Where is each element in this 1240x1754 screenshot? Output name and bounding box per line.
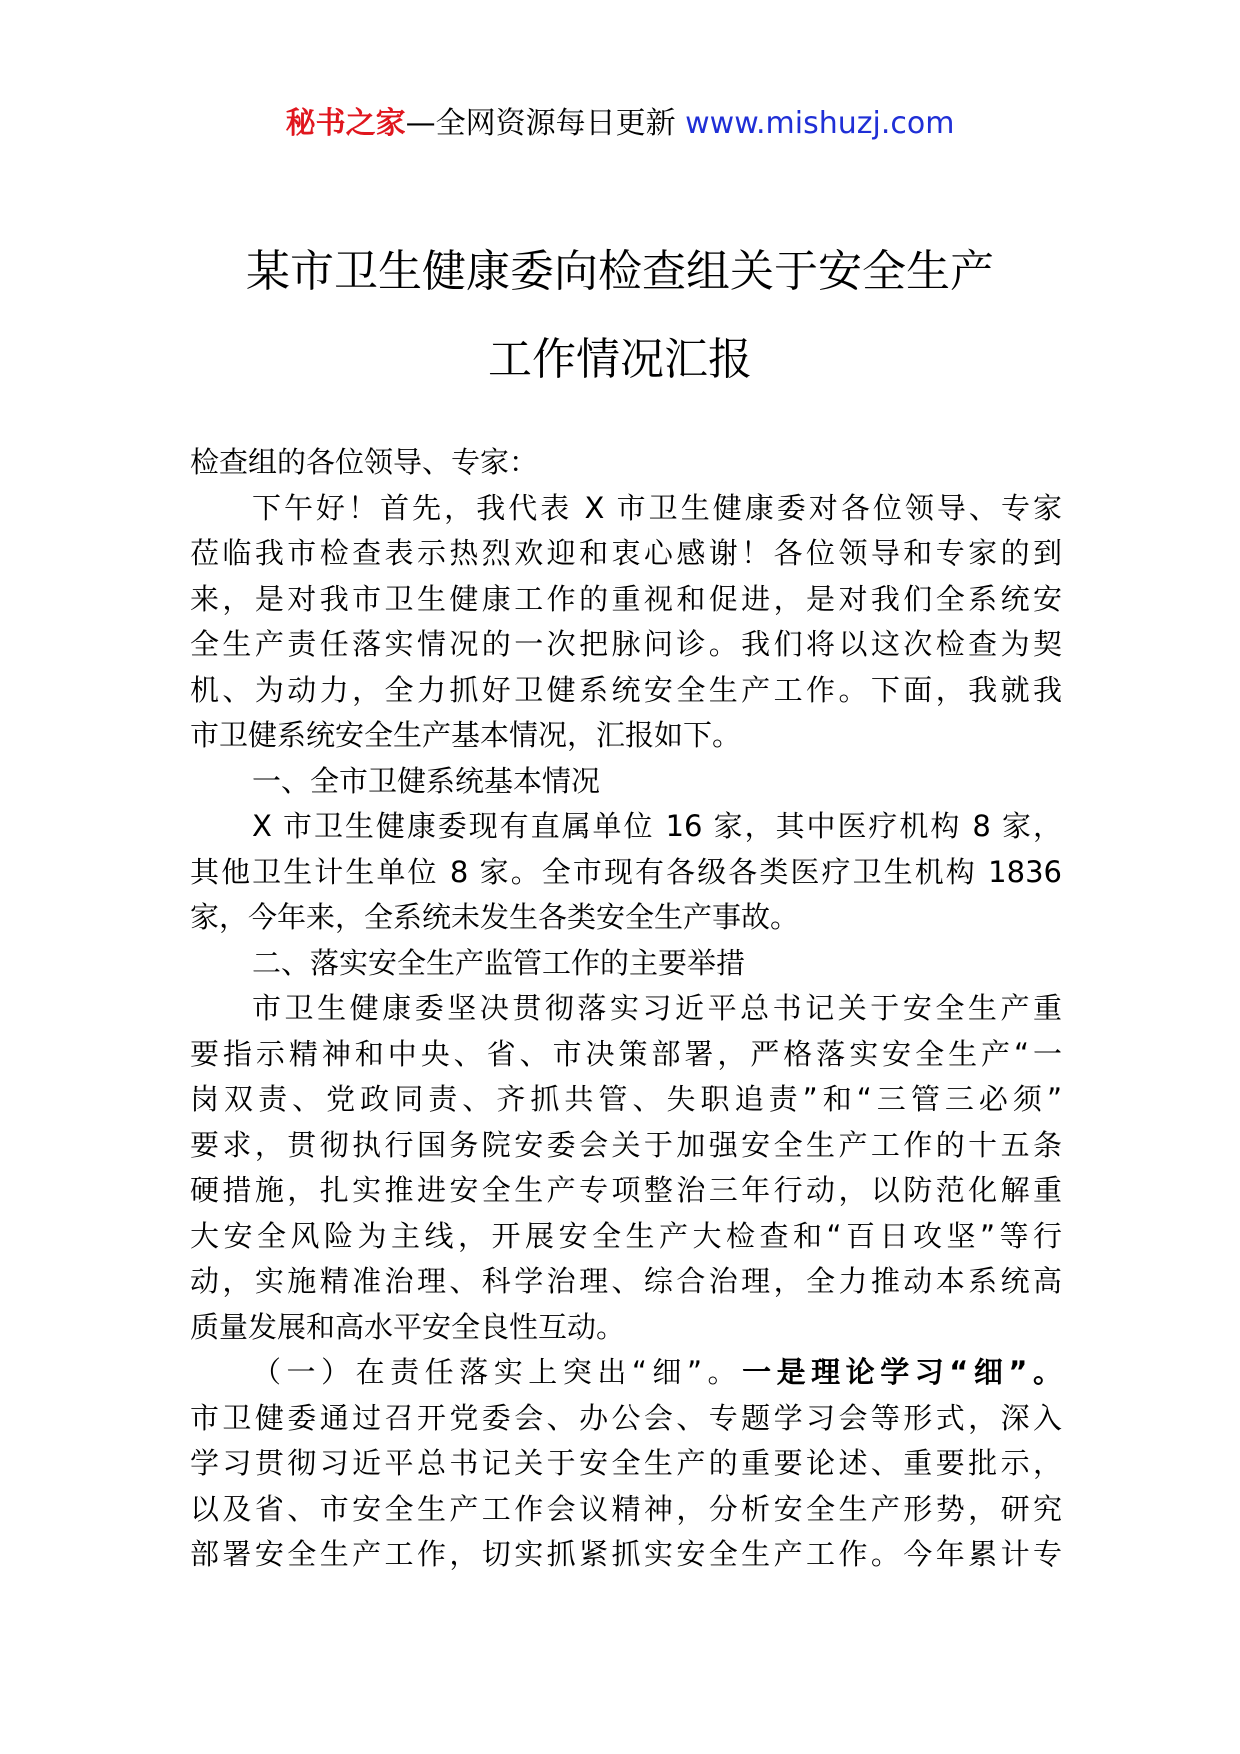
body-line: 要求，贯彻执行国务院安委会关于加强安全生产工作的十五条 <box>190 1127 1062 1162</box>
body-line: 大安全风险为主线，开展安全生产大检查和“百日攻坚”等行 <box>190 1218 1062 1253</box>
header-brand: 秘书之家 <box>285 106 406 141</box>
title-line-2: 工作情况汇报 <box>488 334 752 385</box>
body-line: 质量发展和高水平安全良性互动。 <box>190 1309 626 1344</box>
site-header <box>0 100 1240 148</box>
body-line: X 市卫生健康委现有直属单位 16 家，其中医疗机构 8 家， <box>252 809 1062 843</box>
body-line: 全生产责任落实情况的一次把脉问诊。我们将以这次检查为契 <box>190 627 1062 661</box>
body-line: 其他卫生计生单位 8 家。全市现有各级各类医疗卫生机构 1836 <box>190 854 1062 889</box>
body-line: 部署安全生产工作，切实抓紧抓实安全生产工作。今年累计专 <box>190 1537 1062 1571</box>
document-title <box>0 228 1240 404</box>
body-line: 动，实施精准治理、科学治理、综合治理，全力推动本系统高 <box>190 1264 1062 1298</box>
body-line: 岗双责、党政同责、齐抓共管、失职追责”和“三管三必须” <box>190 1082 1062 1116</box>
body-line: 家，今年来，全系统未发生各类安全生产事故。 <box>190 900 800 934</box>
salutation: 检查组的各位领导、专家： <box>190 445 539 479</box>
document-body <box>190 440 1062 1578</box>
body-line: 市卫健委通过召开党委会、办公会、专题学习会等形式，深入 <box>190 1400 1062 1435</box>
body-line: 学习贯彻习近平总书记关于安全生产的重要论述、重要批示， <box>190 1446 1062 1480</box>
body-line: 要指示精神和中央、省、市决策部署，严格落实安全生产“一 <box>190 1036 1062 1071</box>
section-heading-2: 二、落实安全生产监管工作的主要举措 <box>252 945 746 980</box>
body-line: 莅临我市检查表示热烈欢迎和衷心感谢！各位领导和专家的到 <box>190 536 1062 570</box>
title-line-1: 某市卫生健康委向检查组关于安全生产 <box>246 246 994 297</box>
body-line: 市卫生健康委坚决贯彻落实习近平总书记关于安全生产重 <box>252 991 1062 1025</box>
header-slogan: —全网资源每日更新 <box>405 106 676 141</box>
subsection-prefix: （一）在责任落实上突出“细”。 <box>252 1355 743 1389</box>
body-line: 以及省、市安全生产工作会议精神，分析安全生产形势，研究 <box>190 1491 1062 1526</box>
subsection-bold-lead: 一是理论学习“细”。 <box>742 1355 1062 1389</box>
body-line: 硬措施，扎实推进安全生产专项整治三年行动，以防范化解重 <box>190 1173 1062 1207</box>
body-line: 下午好！首先，我代表 X 市卫生健康委对各位领导、专家 <box>252 490 1062 525</box>
body-line: 来，是对我市卫生健康工作的重视和促进，是对我们全系统安 <box>190 581 1062 616</box>
body-line: 市卫健系统安全生产基本情况，汇报如下。 <box>190 718 742 752</box>
body-line: 机、为动力，全力抓好卫健系统安全生产工作。下面，我就我 <box>190 672 1062 707</box>
header-url-link[interactable]: www.mishuzj.com <box>685 106 955 141</box>
subsection-line <box>190 1350 1062 1396</box>
section-heading-1: 一、全市卫健系统基本情况 <box>252 763 601 798</box>
